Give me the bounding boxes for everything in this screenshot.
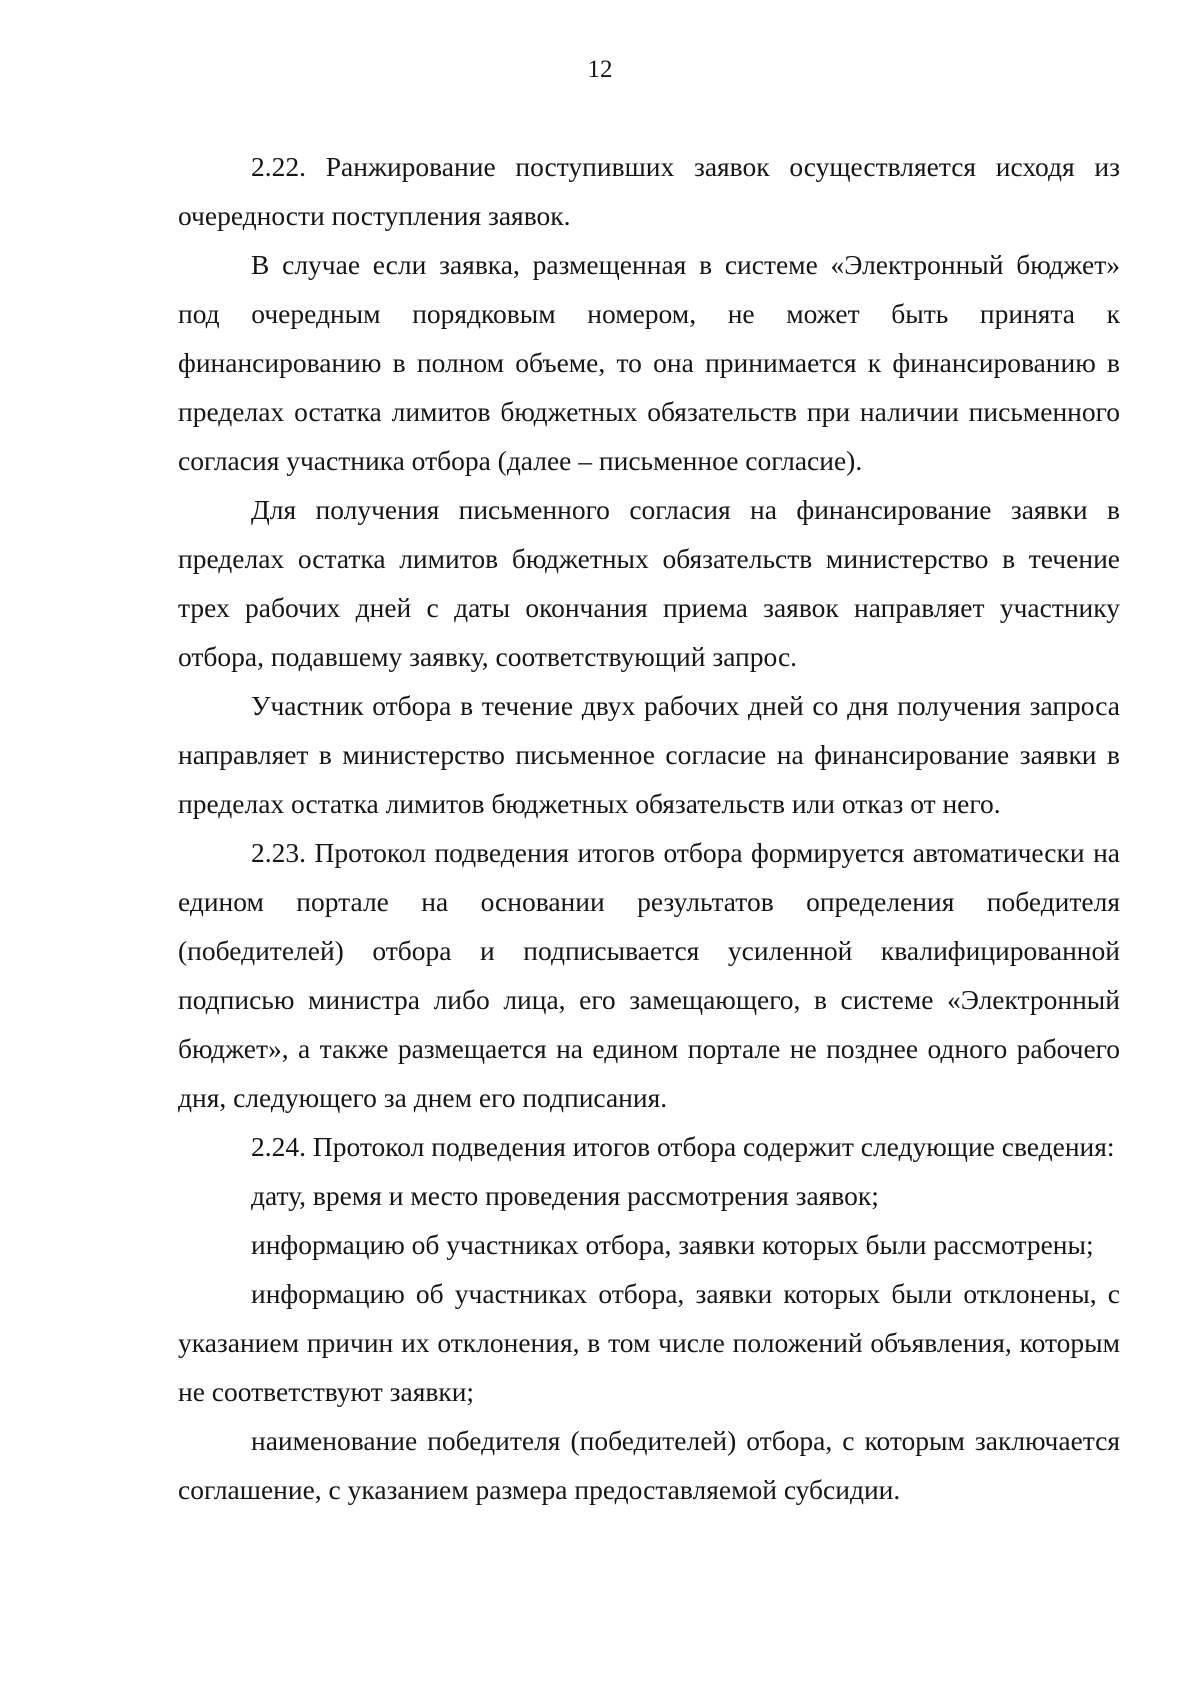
document-body (178, 142, 1120, 1514)
list-item-rejected-participants: информацию об участниках отбора, заявки которых были отклонены, с указанием причин их отклонения, в том числе положений объявления, которым не соответствуют заявки; (178, 1278, 1120, 1407)
list-item-winner-name: наименование победителя (победителей) отбора, с которым заключается соглашение, с указанием размера предоставляемой субсидии. (178, 1425, 1120, 1505)
paragraph-2-22: 2.22. Ранжирование поступивших заявок осуществляется исходя из очередности поступления заявок. (178, 151, 1120, 231)
paragraph-participant-response: Участник отбора в течение двух рабочих дней со дня получения запроса направляет в министерство письменное согласие на финансирование заявки в пределах остатка лимитов бюджетных обязательств или отказ от него. (178, 690, 1120, 819)
paragraph-2-23: 2.23. Протокол подведения итогов отбора формируется автоматически на едином портале на основании результатов определения победителя (победителей) отбора и подписывается усиленной квалифицированной подписью министра либо лица, его замещающего, в системе «Электронный бюджет», а также размещается на едином портале не позднее одного рабочего дня, следующего за днем его подписания. (178, 837, 1120, 1113)
paragraph-consent-request: Для получения письменного согласия на финансирование заявки в пределах остатка лимитов бюджетных обязательств министерство в течение трех рабочих дней с даты окончания приема заявок направляет участнику отбора, подавшему заявку, соответствующий запрос. (178, 494, 1120, 672)
paragraph-partial-financing: В случае если заявка, размещенная в системе «Электронный бюджет» под очередным порядковым номером, не может быть принята к финансированию в полном объеме, то она принимается к финансированию в пределах остатка лимитов бюджетных обязательств при наличии письменного согласия участника отбора (далее – письменное согласие). (178, 249, 1120, 476)
page-number: 12 (587, 56, 613, 83)
paragraph-2-24: 2.24. Протокол подведения итогов отбора содержит следующие сведения: (251, 1131, 1115, 1162)
list-item-reviewed-participants: информацию об участниках отбора, заявки которых были рассмотрены; (251, 1229, 1094, 1260)
list-item-date-time-place: дату, время и место проведения рассмотрения заявок; (251, 1180, 879, 1211)
